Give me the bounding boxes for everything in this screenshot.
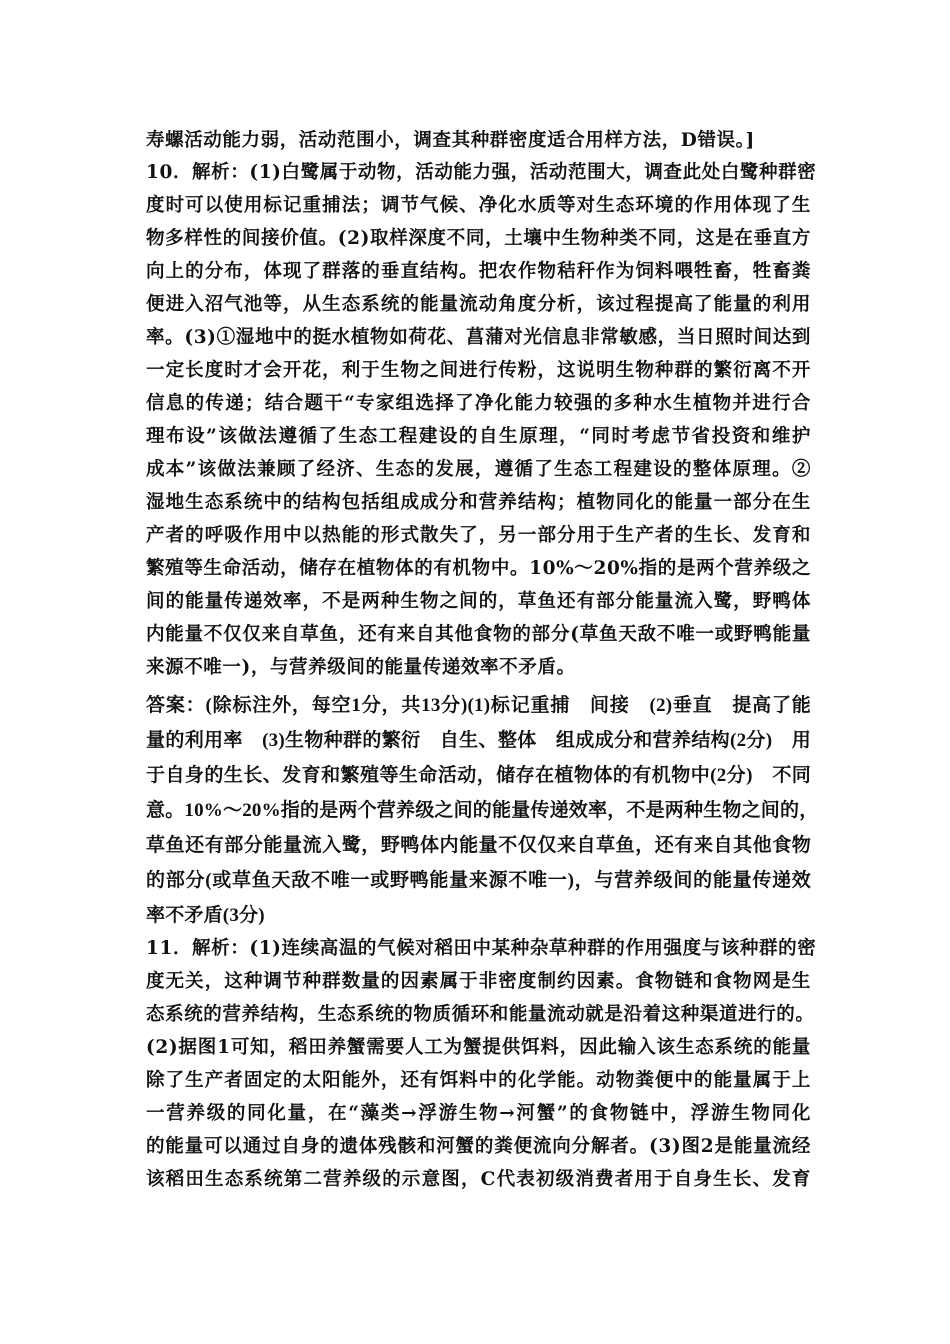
text-line: 湿地生态系统中的结构包括组成成分和营养结构；植物同化的能量一部分在生 — [146, 492, 811, 513]
answer-line: 于自身的生长、发育和繁殖等生命活动，储存在植物体的有机物中(2分) 不同 — [146, 765, 811, 786]
answer-line: 量的利用率 (3)生物种群的繁衍 自生、整体 组成成分和营养结构(2分) 用 — [146, 730, 811, 751]
text-line: 产者的呼吸作用中以热能的形式散失了，另一部分用于生产者的生长、发育和 — [146, 525, 811, 546]
text-line: 成本”该做法兼顾了经济、生态的发展，遵循了生态工程建设的整体原理。② — [146, 459, 811, 480]
answer-line: 率不矛盾(3分) — [146, 905, 265, 926]
text-line: 10．解析：(1)白鹭属于动物，活动能力强，活动范围大，调查此处白鹭种群密 — [146, 162, 817, 183]
text-line: 的能量可以通过自身的遗体残骸和河蟹的粪便流向分解者。(3)图2是能量流经 — [146, 1136, 811, 1157]
answer-line: 的部分(或草鱼天敌不唯一或野鸭能量来源不唯一)，与营养级间的能量传递效 — [146, 870, 811, 891]
text-line: 信息的传递；结合题干“专家组选择了净化能力较强的多种水生植物并进行合 — [146, 393, 811, 414]
text-line: 内能量不仅仅来自草鱼，还有来自其他食物的部分(草鱼天敌不唯一或野鸭能量 — [146, 624, 811, 645]
answer-line: 草鱼还有部分能量流入鹭，野鸭体内能量不仅仅来自草鱼，还有来自其他食物 — [146, 835, 811, 856]
text-line: 向上的分布，体现了群落的垂直结构。把农作物秸秆作为饲料喂牲畜，牲畜粪 — [146, 261, 811, 282]
text-line: 理布设”该做法遵循了生态工程建设的自生原理，“同时考虑节省投资和维护 — [146, 426, 811, 447]
answer-line: 意。10%～20%指的是两个营养级之间的能量传递效率，不是两种生物之间的， — [146, 800, 819, 821]
text-line: 寿螺活动能力弱，活动范围小，调查其种群密度适合用样方法，D错误。] — [146, 130, 755, 151]
answer-line: 答案：(除标注外，每空1分，共13分)(1)标记重捕 间接 (2)垂直 提高了能 — [146, 695, 811, 716]
text-line: 态系统的营养结构，生态系统的物质循环和能量流动就是沿着这种渠道进行的。 — [146, 1004, 815, 1025]
text-line: 便进入沼气池等，从生态系统的能量流动角度分析，该过程提高了能量的利用 — [146, 294, 811, 315]
text-line: 度无关，这种调节种群数量的因素属于非密度制约因素。食物链和食物网是生 — [146, 971, 811, 992]
text-line: 11．解析：(1)连续高温的气候对稻田中某种杂草种群的作用强度与该种群的密 — [146, 938, 817, 959]
text-line: 物多样性的间接价值。(2)取样深度不同，土壤中生物种类不同，这是在垂直方 — [146, 228, 811, 249]
text-line: 度时可以使用标记重捕法；调节气候、净化水质等对生态环境的作用体现了生 — [146, 195, 811, 216]
text-line: 间的能量传递效率，不是两种生物之间的，草鱼还有部分能量流入鹭，野鸭体 — [146, 591, 811, 612]
text-line: 该稻田生态系统第二营养级的示意图，C代表初级消费者用于自身生长、发育 — [146, 1169, 811, 1190]
text-line: 一营养级的同化量，在“藻类→浮游生物→河蟹”的食物链中，浮游生物同化 — [146, 1103, 811, 1124]
text-line: 率。(3)①湿地中的挺水植物如荷花、菖蒲对光信息非常敏感，当日照时间达到 — [146, 327, 811, 348]
text-line: 除了生产者固定的太阳能外，还有饵料中的化学能。动物粪便中的能量属于上 — [146, 1070, 811, 1091]
text-line: 一定长度时才会开花，利于生物之间进行传粉，这说明生物种群的繁衍离不开 — [146, 360, 811, 381]
text-line: (2)据图1可知，稻田养蟹需要人工为蟹提供饵料，因此输入该生态系统的能量 — [146, 1037, 811, 1058]
text-line: 来源不唯一)，与营养级间的能量传递效率不矛盾。 — [146, 657, 576, 678]
text-line: 繁殖等生命活动，储存在植物体的有机物中。10%～20%指的是两个营养级之 — [146, 558, 811, 579]
